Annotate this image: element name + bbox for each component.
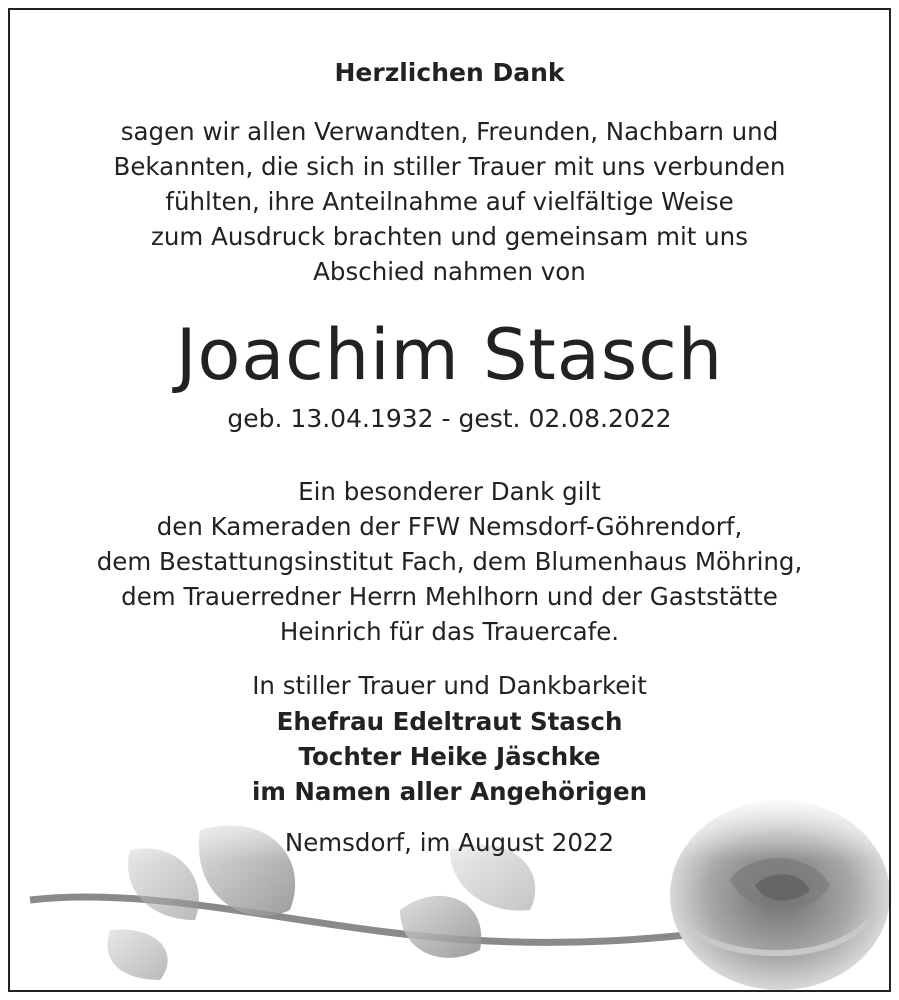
signer-name: Ehefrau Edeltraut Stasch [276,707,623,736]
intro-line: Bekannten, die sich in stiller Trauer mit uns verbunden [113,152,786,181]
thanks-line: den Kameraden der FFW Nemsdorf-Göhrendorf, [156,512,743,541]
deceased-name: Joachim Stasch [175,314,724,396]
obituary-notice [8,8,891,992]
signer-name: im Namen aller Angehörigen [251,777,648,806]
notice-title: Herzlichen Dank [334,58,565,87]
place-date: Nemsdorf, im August 2022 [284,828,615,857]
intro-paragraph [10,114,889,289]
intro-line: zum Ausdruck brachten und gemeinsam mit uns [151,222,748,251]
rose-illustration [10,790,889,990]
thanks-line: Heinrich für das Trauercafe. [279,617,620,646]
intro-line: fühlten, ihre Anteilnahme auf vielfältige Weise [165,187,734,216]
signer-name: Tochter Heike Jäschke [298,742,601,771]
thanks-line: dem Trauerredner Herrn Mehlhorn und der Gaststätte [121,582,778,611]
life-dates: geb. 13.04.1932 - gest. 02.08.2022 [227,404,672,433]
thanks-line: dem Bestattungsinstitut Fach, dem Blumenhaus Möhring, [96,547,803,576]
thanks-line: Ein besonderer Dank gilt [298,477,601,506]
intro-line: Abschied nahmen von [313,257,586,286]
thanks-paragraph [10,474,889,649]
closing-line: In stiller Trauer und Dankbarkeit [252,671,647,700]
intro-line: sagen wir allen Verwandten, Freunden, Nachbarn und [120,117,779,146]
signers-block [10,704,889,809]
